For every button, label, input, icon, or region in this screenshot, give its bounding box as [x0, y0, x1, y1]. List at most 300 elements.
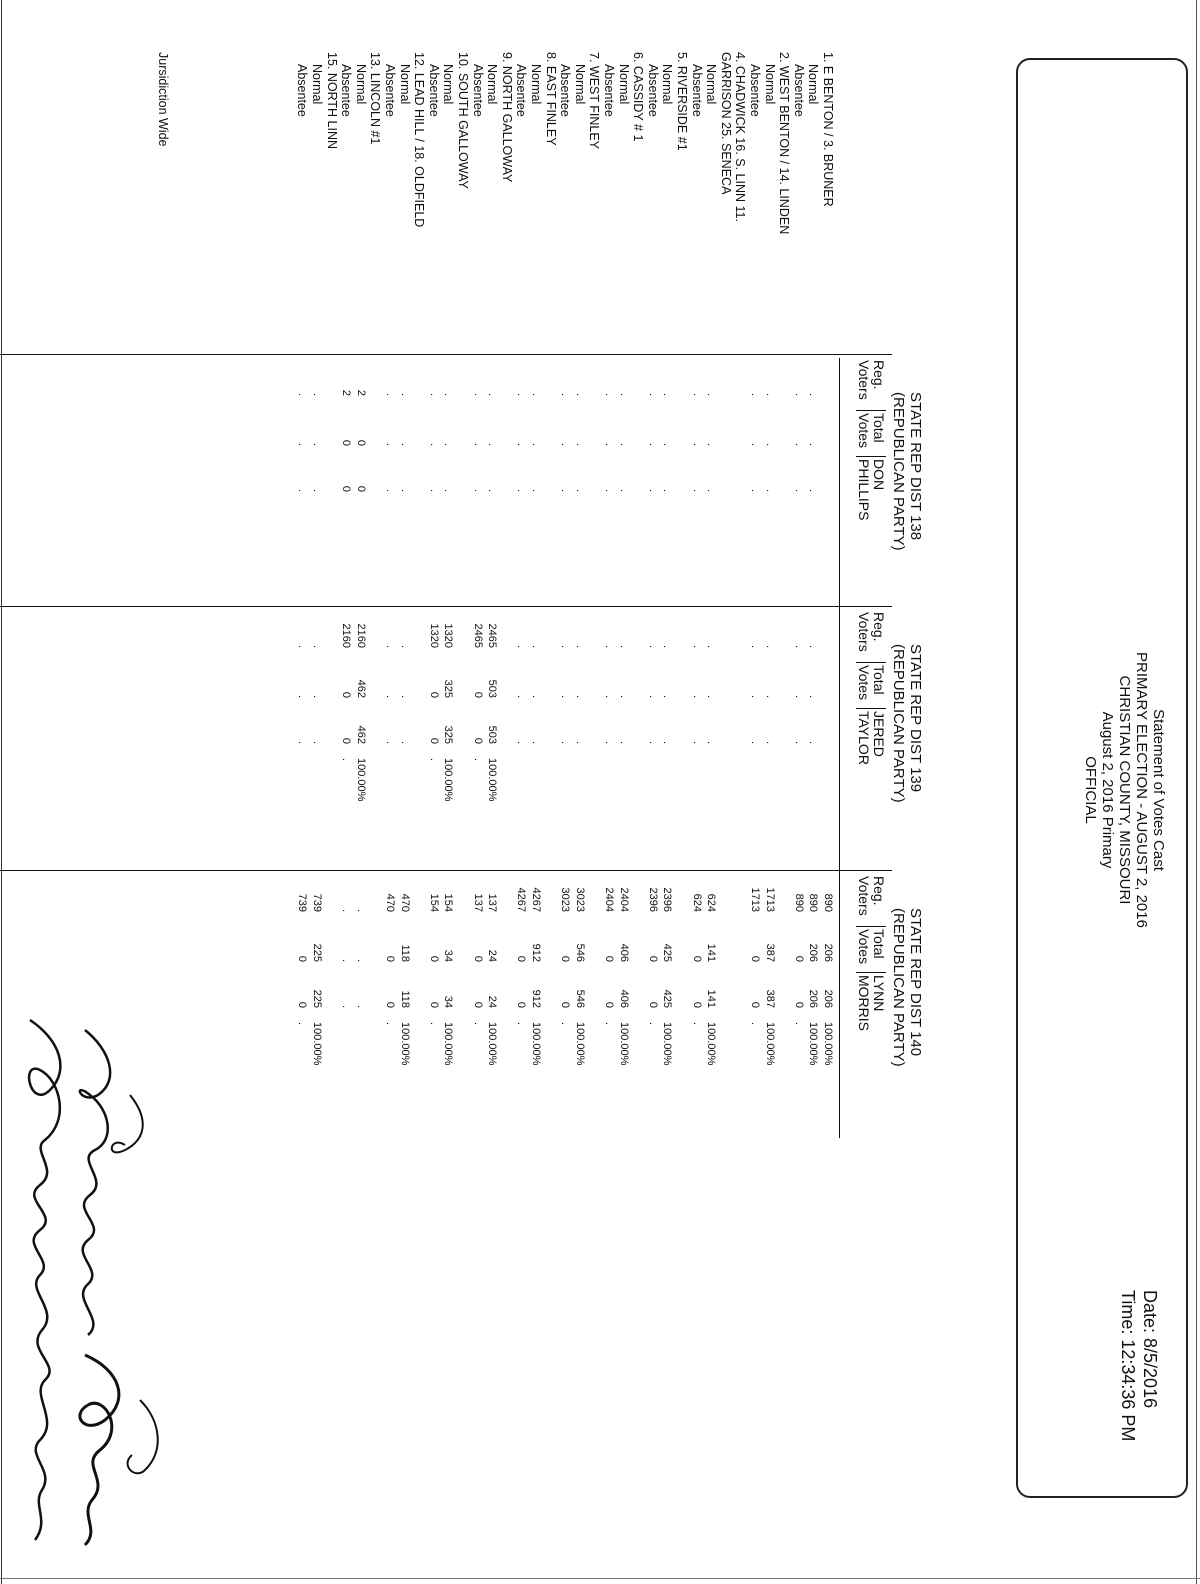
cell-g2-col3: .	[296, 740, 309, 744]
group-1-total-header: Total	[871, 410, 886, 443]
cell-g2-col3: .	[398, 740, 411, 744]
cell-g2-col2: 0	[340, 691, 353, 698]
cell-g3-col3: 0	[471, 1001, 484, 1008]
cell-g2-col3: .	[705, 740, 718, 744]
jurisdiction-row-label: 1. E BENTON / 3. BRUNER	[821, 52, 835, 207]
county-name: CHRISTIAN COUNTY, MISSOURI	[1116, 675, 1133, 905]
jurisdiction-row-label: Normal	[310, 64, 324, 105]
cell-g1-col2: .	[617, 442, 630, 446]
jurisdiction-row-label: 9. NORTH GALLOWAY	[499, 52, 514, 183]
cell-g1-col1: .	[661, 392, 674, 396]
cell-g2-col3: .	[530, 740, 542, 744]
cell-g1-col1: .	[690, 392, 703, 396]
cell-g1-col1: .	[559, 392, 572, 396]
cell-g3-col2: 118	[398, 944, 411, 962]
cell-g2-col2: .	[573, 694, 586, 698]
cell-g2-col2: .	[705, 694, 718, 698]
cell-g1-col3: .	[515, 488, 528, 492]
jurisdiction-row-label: Absentee	[470, 64, 485, 117]
cell-g2-col2: .	[807, 694, 820, 698]
cell-g3-col2: 387	[763, 943, 776, 962]
cell-g3-col1: 1713	[763, 887, 776, 912]
cell-g1-col1: .	[646, 392, 659, 396]
cell-g3-col2: 0	[471, 955, 484, 962]
group-3-party: (REPUBLICAN PARTY)	[890, 908, 907, 1067]
jurisdiction-row-label: Normal	[441, 64, 456, 105]
group-1-total-header: Votes	[856, 410, 871, 448]
cell-g3-col3: 206	[807, 989, 820, 1008]
jurisdiction-row-label: Normal	[529, 64, 543, 105]
cell-g2-col2: 0	[427, 691, 440, 698]
group-1-reg-header: Voters	[856, 360, 872, 400]
group-2-total-header: Total	[871, 662, 886, 695]
cell-g3-col2: 225	[311, 943, 323, 962]
cell-g1-col1: .	[384, 392, 396, 396]
group-3-title: STATE REP DIST 140	[907, 908, 924, 1057]
cell-g2-col2: .	[763, 694, 776, 698]
cell-g2-col2: .	[661, 694, 674, 698]
group-2-party: (REPUBLICAN PARTY)	[890, 644, 907, 803]
group-1-candidate-header: PHILLIPS	[856, 456, 871, 520]
cell-g1-col2: .	[311, 442, 323, 446]
cell-g1-col1: 2	[354, 389, 367, 396]
cell-g2-col3: .	[763, 740, 776, 744]
cell-g3-col2: 24	[486, 949, 499, 962]
cell-g3-col3: 206	[822, 989, 834, 1008]
jurisdiction-row-label: Absentee	[645, 64, 660, 117]
cell-g2-col1: .	[763, 644, 776, 648]
cell-g3-col4: .	[471, 1022, 484, 1026]
cell-g3-col3: 225	[311, 989, 323, 1008]
cell-g1-col3: 0	[340, 485, 353, 492]
cell-g3-col3: 0	[749, 1001, 761, 1008]
cell-g3-col1: 624	[690, 893, 703, 912]
cell-g3-col2: 406	[617, 943, 630, 962]
cell-g2-col1: .	[646, 644, 659, 648]
cell-g3-col2: 141	[705, 943, 718, 962]
cell-g3-col3: 118	[398, 990, 411, 1008]
cell-g1-col3: .	[705, 488, 718, 492]
jurisdiction-row-label: Absentee	[514, 64, 529, 117]
cell-g3-col2: 546	[573, 943, 586, 962]
cell-g1-col1: .	[763, 392, 776, 396]
cell-g3-col4: 100.00%	[822, 1022, 834, 1066]
cell-g2-col2: .	[690, 694, 703, 698]
jurisdiction-row-label: Absentee	[426, 64, 441, 117]
cell-g2-col2: 325	[442, 679, 455, 698]
group-3-reg-header: Voters	[856, 876, 872, 916]
cell-g3-col2: 0	[749, 955, 761, 962]
cell-g1-col3: .	[807, 488, 820, 492]
cell-g3-col4: .	[792, 1022, 805, 1026]
cell-g1-col2: .	[384, 442, 396, 446]
cell-g2-col3: 0	[471, 737, 484, 744]
group-2-reg-header: Voters	[856, 612, 872, 652]
cell-g2-col2: 0	[471, 691, 484, 698]
cell-g1-col2: .	[427, 442, 440, 446]
cell-g3-col3: 0	[792, 1001, 805, 1008]
cell-g2-col3: .	[661, 740, 674, 744]
cell-g2-col3: 0	[427, 737, 440, 744]
cell-g1-col2: .	[807, 442, 820, 446]
cell-g2-col2: .	[603, 694, 615, 698]
cell-g2-col2: .	[398, 694, 411, 698]
cell-g3-col1: 470	[384, 893, 396, 912]
jurisdiction-row-label: 4. CHADWICK 16. S. LINN 11.	[733, 52, 748, 222]
cell-g1-col3: .	[617, 488, 630, 492]
cell-g2-col2: .	[792, 694, 805, 698]
cell-g3-col4: .	[515, 1022, 528, 1026]
group-2-candidate-header: TAYLOR	[856, 708, 871, 765]
cell-g1-col2: .	[646, 442, 659, 446]
group-3-reg-header: Reg.	[871, 876, 887, 906]
cell-g2-col2: .	[530, 694, 542, 698]
cell-g3-col4: .	[603, 1022, 615, 1026]
cell-g2-col3: .	[573, 740, 586, 744]
cell-g1-col3: .	[442, 488, 455, 492]
cell-g2-col1: 2465	[486, 623, 499, 648]
cell-g2-col4: 100.00%	[354, 758, 367, 802]
report-time: Time: 12:34:36 PM	[1118, 1290, 1138, 1442]
jurisdiction-row-label: 2. WEST BENTON / 14. LINDEN	[777, 52, 792, 235]
cell-g2-col1: .	[617, 644, 630, 648]
cell-g3-col2: 34	[442, 949, 455, 962]
cell-g3-col4: 100.00%	[442, 1022, 455, 1066]
cell-g1-col1: .	[471, 392, 484, 396]
cell-g1-col2: .	[603, 442, 615, 446]
cell-g1-col3: .	[427, 488, 440, 492]
cell-g1-col1: .	[792, 392, 805, 396]
cell-g1-col2: .	[296, 442, 309, 446]
cell-g2-col3: 503	[486, 725, 499, 744]
jurisdiction-row-label: 10. SOUTH GALLOWAY	[456, 52, 470, 189]
cell-g1-col2: .	[661, 442, 674, 446]
cell-g1-col1: .	[573, 392, 586, 396]
cell-g2-col1: .	[515, 644, 528, 648]
cell-g1-col3: .	[530, 488, 542, 492]
cell-g3-col1: 739	[296, 893, 309, 912]
cell-g1-col1: .	[807, 392, 820, 396]
cell-g3-col2: 206	[807, 943, 820, 962]
cell-g3-col3: 546	[573, 989, 586, 1008]
cell-g1-col1: .	[530, 392, 542, 396]
cell-g1-col1: .	[705, 392, 718, 396]
cell-g1-col1: .	[749, 392, 761, 396]
cell-g2-col3: .	[617, 740, 630, 744]
cell-g3-col2: 0	[646, 955, 659, 962]
group-3-total-header: Votes	[856, 926, 871, 964]
group-1-title: STATE REP DIST 138	[907, 392, 924, 541]
cell-g3-col3: 0	[559, 1001, 572, 1008]
group-3-candidate-header: MORRIS	[856, 972, 871, 1031]
cell-g1-col1: .	[398, 392, 411, 396]
cell-g1-col2: .	[749, 442, 761, 446]
cell-g2-col1: 2160	[354, 623, 367, 648]
cell-g3-col4: .	[427, 1022, 440, 1026]
cell-g2-col1: .	[573, 644, 586, 648]
cell-g3-col2: .	[354, 958, 367, 962]
cell-g2-col4: .	[427, 758, 440, 762]
cell-g2-col1: .	[603, 644, 615, 648]
cell-g3-col4: 100.00%	[573, 1022, 586, 1066]
cell-g1-col2: .	[792, 442, 805, 446]
group-2-total-header: Votes	[856, 662, 871, 700]
cell-g2-col3: 325	[442, 725, 455, 744]
cell-g3-col3: 912	[530, 989, 542, 1008]
cell-g3-col1: 890	[792, 893, 805, 912]
cell-g2-col3: .	[515, 740, 528, 744]
cell-g2-col2: .	[646, 694, 659, 698]
cell-g1-col1: .	[427, 392, 440, 396]
cell-g1-col3: .	[603, 488, 615, 492]
jurisdiction-row-label: Absentee	[791, 64, 806, 117]
cell-g2-col1: .	[749, 644, 761, 648]
cell-g3-col1: 3023	[559, 887, 572, 912]
jurisdiction-row-label: Normal	[485, 64, 500, 105]
cell-g3-col4: .	[646, 1022, 659, 1026]
cell-g1-col1: .	[515, 392, 528, 396]
jurisdiction-row-label: Normal	[353, 64, 368, 105]
cell-g2-col1: 1320	[427, 623, 440, 648]
group-3-total-header: Total	[871, 926, 886, 959]
cell-g3-col3: 406	[617, 989, 630, 1008]
cell-g2-col3: .	[646, 740, 659, 744]
header-underline	[839, 358, 840, 1138]
cell-g2-col2: 503	[486, 679, 499, 698]
cell-g3-col4: .	[690, 1022, 703, 1026]
cell-g3-col3: 141	[705, 989, 718, 1008]
jurisdiction-row-label: Normal	[572, 64, 587, 105]
cell-g3-col2: 0	[427, 955, 440, 962]
cell-g1-col2: 0	[354, 439, 367, 446]
cell-g3-col1: 470	[398, 893, 411, 912]
jurisdiction-row-label: 8. EAST FINLEY	[543, 52, 558, 146]
cell-g1-col2: .	[705, 442, 718, 446]
cell-g1-col2: .	[486, 442, 499, 446]
jurisdiction-row-label: 15. NORTH LINN	[324, 52, 339, 150]
cell-g3-col4: .	[384, 1022, 396, 1026]
cell-g3-col1: 2404	[617, 887, 630, 912]
cell-g3-col1: 2404	[603, 887, 615, 912]
cell-g2-col3: .	[792, 740, 805, 744]
jurisdiction-row-label: Normal	[660, 64, 675, 105]
cell-g1-col3: .	[792, 488, 805, 492]
cell-g3-col3: 387	[763, 989, 776, 1008]
cell-g1-col3: .	[559, 488, 572, 492]
cell-g3-col2: 0	[515, 955, 528, 962]
cell-g3-col3: 0	[384, 1001, 396, 1008]
cell-g3-col4: .	[749, 1022, 761, 1026]
election-name: PRIMARY ELECTION - AUGUST 2, 2016	[1133, 652, 1150, 928]
jurisdiction-row-label: Absentee	[295, 64, 310, 117]
cell-g1-col2: 0	[340, 439, 353, 446]
cell-g2-col1: .	[311, 644, 323, 648]
cell-g2-col4: 100.00%	[442, 758, 455, 802]
jurisdiction-row-label: 13. LINCOLN #1	[368, 52, 383, 145]
jurisdiction-row-label: Normal	[762, 64, 777, 105]
cell-g1-col1: .	[442, 392, 455, 396]
cell-g3-col4: 100.00%	[661, 1022, 674, 1066]
cell-g1-col2: .	[471, 442, 484, 446]
cell-g3-col4: 100.00%	[530, 1022, 542, 1066]
report-date: Date: 8/5/2016	[1140, 1290, 1160, 1409]
cell-g2-col3: .	[603, 740, 615, 744]
cell-g2-col3: 0	[340, 737, 353, 744]
jurisdiction-row-label: 12. LEAD HILL / 18. OLDFIELD	[412, 52, 427, 228]
jurisdiction-row-label: Absentee	[748, 64, 762, 117]
cell-g2-col2: .	[311, 694, 323, 698]
cell-g3-col2: 912	[530, 943, 542, 962]
cell-g3-col1: 154	[442, 893, 455, 912]
cell-g2-col2: .	[749, 694, 761, 698]
cell-g2-col1: 1320	[442, 623, 455, 648]
cell-g2-col1: .	[559, 644, 572, 648]
cell-g3-col3: 0	[296, 1001, 309, 1008]
cell-g1-col2: .	[690, 442, 703, 446]
group-3-candidate-header: LYNN	[871, 972, 886, 1011]
cell-g2-col1: .	[296, 644, 309, 648]
official-status: OFFICIAL	[1082, 756, 1099, 824]
jurisdiction-row-label: Normal	[397, 64, 412, 105]
cell-g1-col3: .	[573, 488, 586, 492]
cell-g1-col2: .	[442, 442, 455, 446]
cell-g3-col2: 0	[603, 955, 615, 962]
cell-g2-col2: .	[296, 694, 309, 698]
group-2-candidate-header: JERED	[871, 708, 886, 757]
cell-g3-col4: 100.00%	[807, 1022, 820, 1066]
cell-g3-col3: 34	[442, 995, 455, 1008]
jurisdiction-row-label: Absentee	[558, 64, 573, 117]
cell-g1-col1: .	[603, 392, 615, 396]
cell-g2-col2: 462	[354, 679, 367, 698]
cell-g3-col2: 0	[690, 955, 703, 962]
cell-g3-col3: 0	[646, 1001, 659, 1008]
cell-g1-col2: .	[573, 442, 586, 446]
cell-g3-col4: 100.00%	[311, 1022, 323, 1066]
cell-g1-col3: .	[296, 488, 309, 492]
cell-g1-col2: .	[398, 442, 411, 446]
jurisdiction-row-label: Normal	[806, 64, 821, 105]
cell-g3-col1: 2396	[646, 887, 659, 912]
cell-g2-col2: .	[617, 694, 630, 698]
jurisdiction-row-label: Absentee	[383, 64, 397, 117]
cell-g1-col1: .	[296, 392, 309, 396]
jurisdiction-row-label: Normal	[616, 64, 631, 105]
cell-g1-col1: 2	[340, 389, 353, 396]
cell-g3-col1: 1713	[749, 887, 761, 912]
cell-g3-col4: 100.00%	[398, 1022, 411, 1066]
cell-g1-col3: .	[384, 488, 396, 492]
cell-g2-col1: .	[661, 644, 674, 648]
cell-g3-col2: 425	[661, 943, 674, 962]
cell-g1-col2: .	[530, 442, 542, 446]
handwritten-signatures-icon	[5, 1000, 180, 1560]
cell-g3-col1: 890	[822, 893, 834, 912]
cell-g2-col3: .	[807, 740, 820, 744]
group-1-divider	[0, 354, 892, 355]
cell-g3-col3: .	[340, 1004, 353, 1008]
cell-g3-col3: 24	[486, 995, 499, 1008]
cell-g2-col1: .	[690, 644, 703, 648]
cell-g3-col1: 890	[807, 893, 820, 912]
cell-g3-col4: .	[296, 1022, 309, 1026]
group-2-title: STATE REP DIST 139	[907, 644, 924, 793]
cell-g2-col3: .	[690, 740, 703, 744]
cell-g1-col3: .	[646, 488, 659, 492]
cell-g2-col4: .	[471, 758, 484, 762]
cell-g2-col1: .	[705, 644, 718, 648]
jurisdiction-row-label: 7. WEST FINLEY	[587, 52, 602, 150]
cell-g3-col1: .	[340, 908, 353, 912]
cell-g2-col4: 100.00%	[486, 758, 499, 802]
cell-g2-col1: .	[807, 644, 820, 648]
cell-g3-col2: 0	[296, 955, 309, 962]
cell-g3-col2: 0	[384, 955, 396, 962]
cell-g1-col3: .	[486, 488, 499, 492]
cell-g3-col1: 739	[311, 893, 323, 912]
cell-g1-col3: .	[749, 488, 761, 492]
cell-g2-col1: .	[792, 644, 805, 648]
cell-g2-col3: .	[384, 740, 396, 744]
cell-g3-col1: 2396	[661, 887, 674, 912]
cell-g2-col1: .	[384, 644, 396, 648]
cell-g1-col3: .	[661, 488, 674, 492]
cell-g3-col1: .	[354, 908, 367, 912]
cell-g2-col1: 2160	[340, 623, 353, 648]
jurisdiction-row-label: 6. CASSIDY # 1	[631, 52, 646, 142]
cell-g3-col4: 100.00%	[617, 1022, 630, 1066]
cell-g3-col4: .	[559, 1022, 572, 1026]
jurisdiction-row-label: 5. RIVERSIDE #1	[675, 52, 689, 151]
cell-g2-col4: .	[340, 758, 353, 762]
cell-g2-col1: .	[530, 644, 542, 648]
cell-g3-col1: 4267	[515, 887, 528, 912]
cell-g3-col3: 0	[427, 1001, 440, 1008]
cell-g1-col1: .	[311, 392, 323, 396]
group-1-party: (REPUBLICAN PARTY)	[890, 392, 907, 551]
group-2-divider	[0, 606, 892, 607]
report-title: Statement of Votes Cast	[1150, 709, 1167, 871]
cell-g3-col3: 0	[690, 1001, 703, 1008]
cell-g3-col3: 0	[603, 1001, 615, 1008]
cell-g3-col4: 100.00%	[763, 1022, 776, 1066]
cell-g1-col3: .	[690, 488, 703, 492]
cell-g3-col1: 137	[471, 893, 484, 912]
cell-g1-col3: .	[398, 488, 411, 492]
cell-g3-col4: 100.00%	[705, 1022, 718, 1066]
cell-g2-col2: .	[515, 694, 528, 698]
cell-g3-col2: 0	[792, 955, 805, 962]
cell-g1-col1: .	[486, 392, 499, 396]
cell-g3-col2: 0	[559, 955, 572, 962]
cell-g1-col2: .	[763, 442, 776, 446]
cell-g3-col2: 206	[822, 943, 834, 962]
cell-g2-col3: 462	[354, 725, 367, 744]
cell-g1-col3: .	[763, 488, 776, 492]
cell-g2-col3: .	[311, 740, 323, 744]
jurisdiction-row-label: Normal	[704, 64, 719, 105]
cell-g1-col2: .	[559, 442, 572, 446]
cell-g2-col3: .	[559, 740, 572, 744]
cell-g3-col3: .	[354, 1004, 367, 1008]
group-2-reg-header: Reg.	[871, 612, 887, 642]
cell-g2-col3: .	[749, 740, 761, 744]
cell-g3-col1: 154	[427, 893, 440, 912]
cell-g3-col1: 624	[705, 893, 718, 912]
jurisdiction-header: Jursidiction Wide	[156, 52, 170, 147]
cell-g3-col1: 3023	[573, 887, 586, 912]
cell-g3-col3: 0	[515, 1001, 528, 1008]
